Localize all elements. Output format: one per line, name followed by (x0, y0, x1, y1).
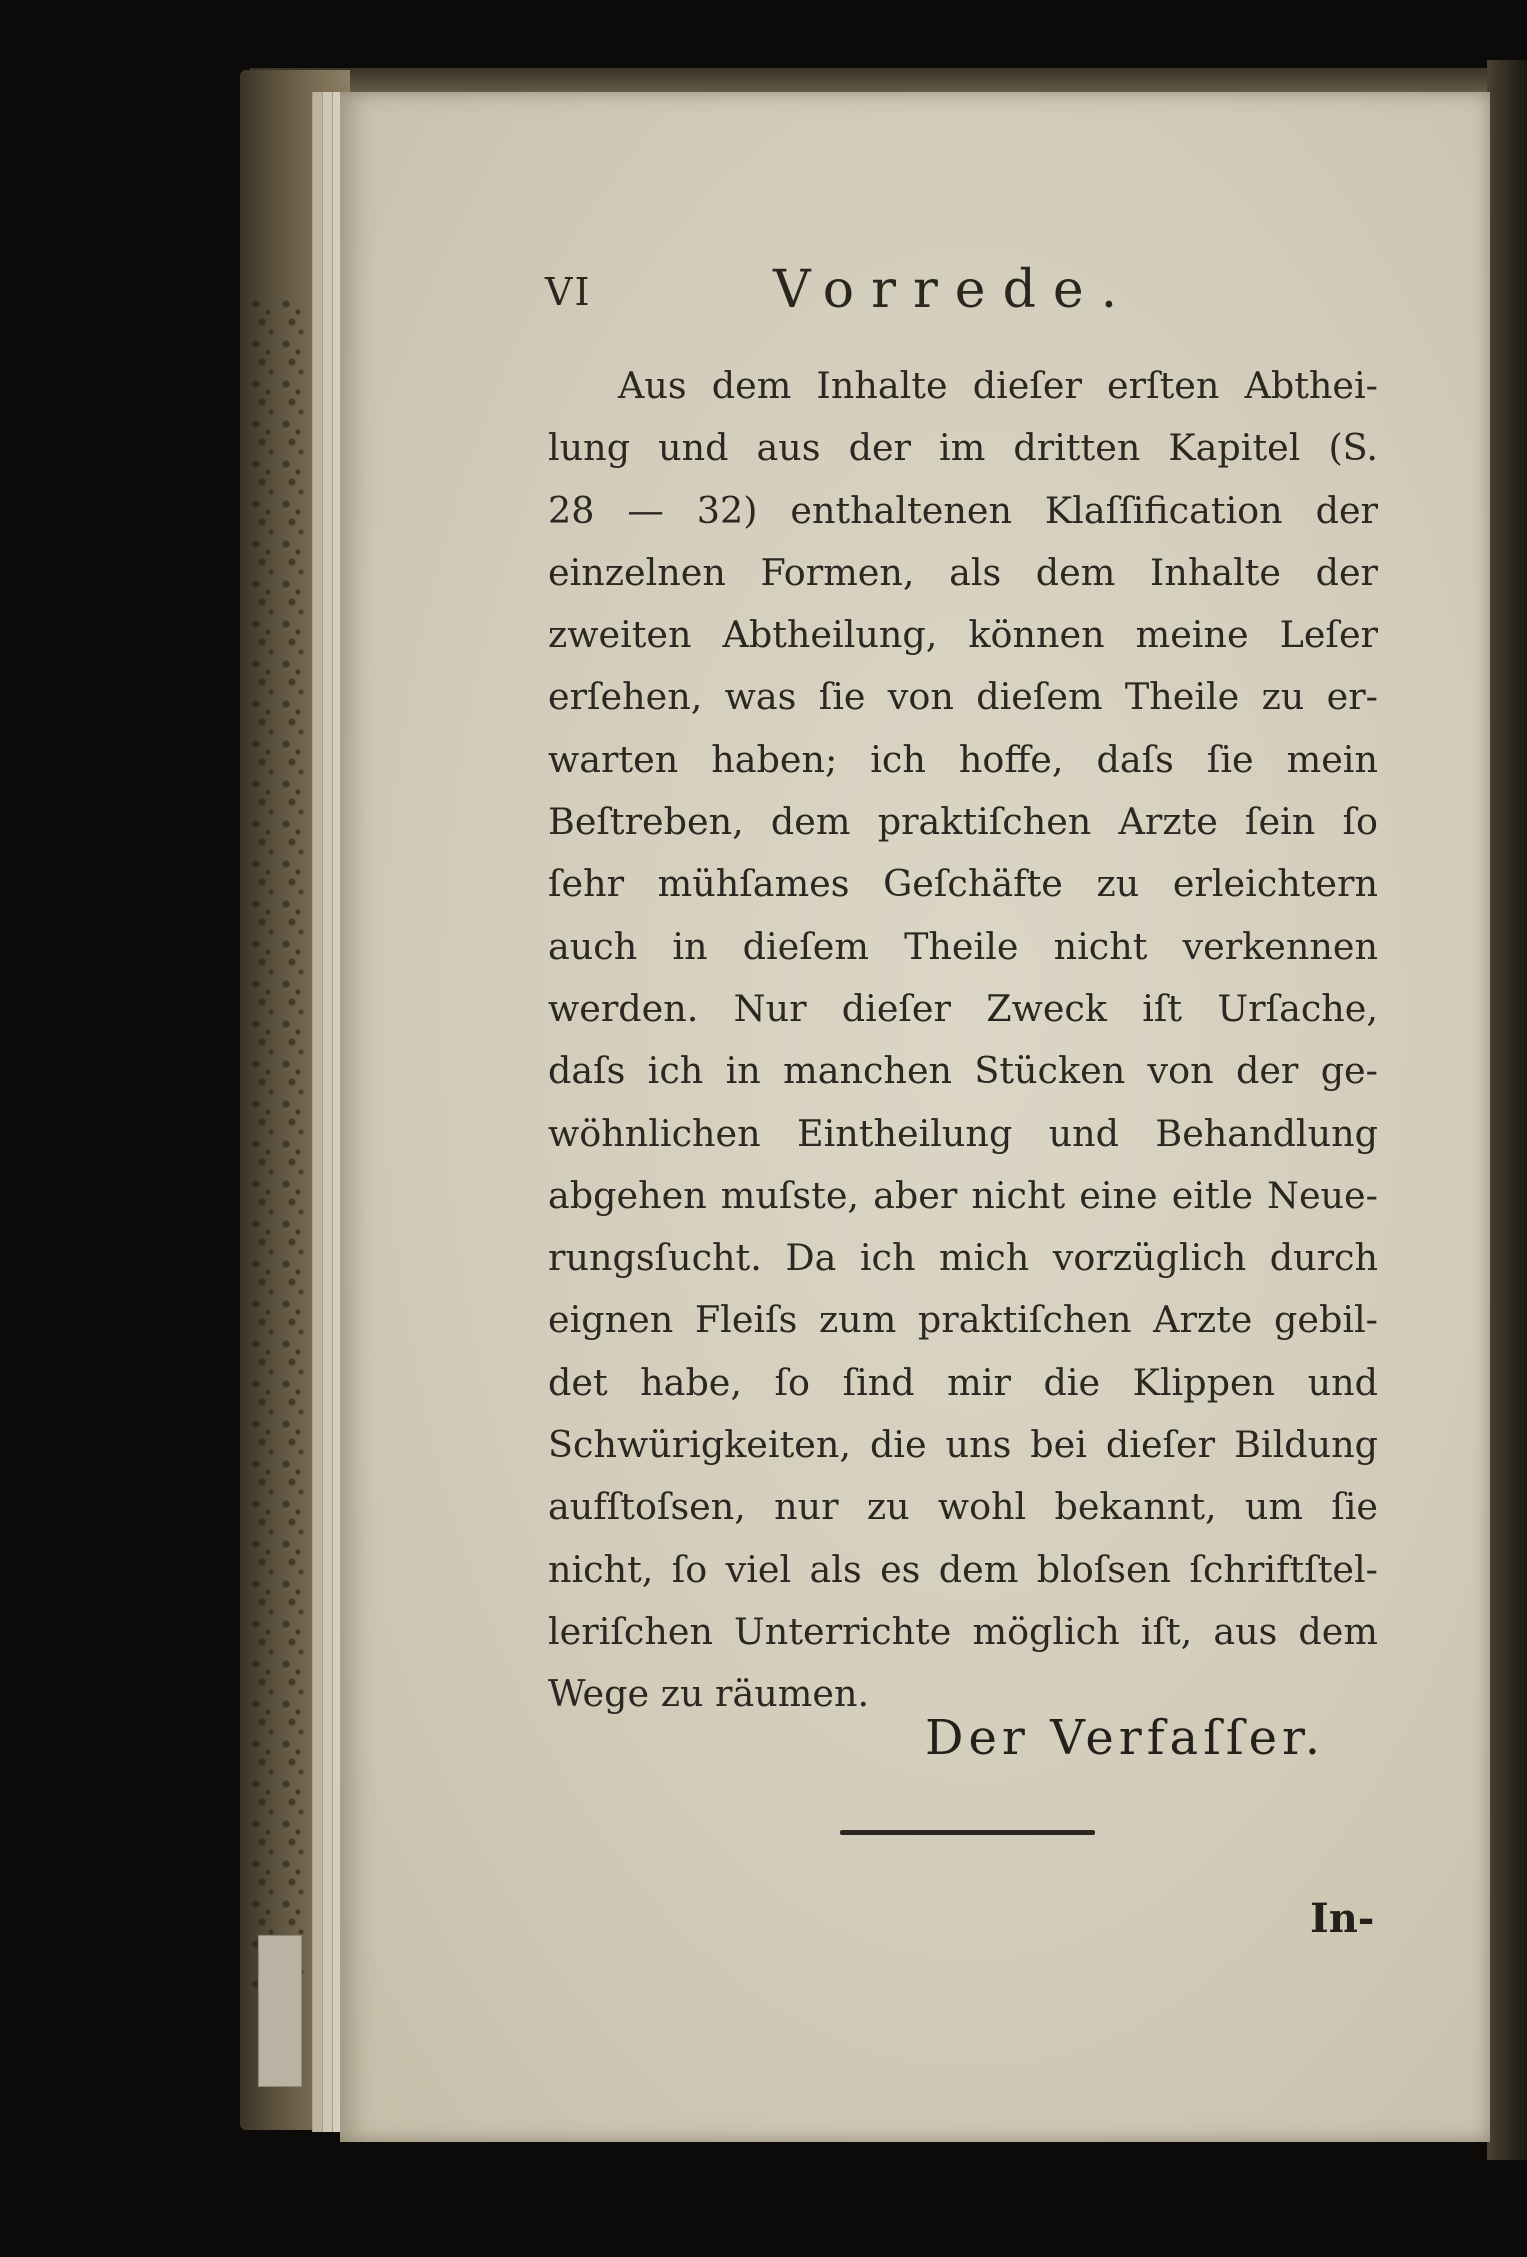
text-line: wöhnlichen Eintheilung und Behandlung (548, 1111, 1378, 1155)
text-line: rungsſucht. Da ich mich vorzüglich durch (548, 1236, 1378, 1280)
text-line: einzelnen Formen, als dem Inhalte der (548, 550, 1378, 594)
text-line: aufſtoſsen, nur zu wohl bekannt, um ſie (548, 1485, 1378, 1529)
text-line: ſehr mühſames Geſchäfte zu erleichtern (548, 862, 1378, 906)
text-line: daſs ich in manchen Stücken von der ge- (548, 1049, 1378, 1093)
text-line: Aus dem Inhalte dieſer erſten Abthei- (618, 364, 1378, 407)
text-line: abgehen muſste, aber nicht eine eitle Neue- (548, 1173, 1378, 1217)
text-line: eignen Fleiſs zum praktiſchen Arzte gebil- (548, 1298, 1378, 1342)
signature: Der Verfaſſer. (925, 1710, 1325, 1766)
book-cover-right (1487, 60, 1527, 2160)
closing-rule (840, 1830, 1095, 1835)
page-number: VI (545, 270, 592, 314)
text-line: 28 — 32) enthaltenen Klaſſification der (548, 488, 1378, 532)
text-line: nicht, ſo viel als es dem bloſsen ſchriftſtel- (548, 1547, 1378, 1591)
catchword: In- (1310, 1895, 1375, 1942)
text-line: erſehen, was ſie von dieſem Theile zu er- (548, 675, 1378, 719)
binding-texture (250, 300, 310, 2000)
binding-label (258, 1935, 302, 2087)
page-header (545, 260, 1385, 330)
text-line: lung und aus der im dritten Kapitel (S. (548, 426, 1378, 470)
text-line: leriſchen Unterrichte möglich iſt, aus dem (548, 1609, 1378, 1653)
text-line: Beſtreben, dem praktiſchen Arzte ſein ſo (548, 800, 1378, 844)
text-line: Schwürigkeiten, die uns bei dieſer Bildung (548, 1423, 1378, 1467)
text-line: det habe, ſo ſind mir die Klippen und (548, 1360, 1378, 1404)
text-line: zweiten Abtheilung, können meine Leſer (548, 613, 1378, 657)
running-head: Vorrede. (773, 260, 1135, 320)
text-line: werden. Nur dieſer Zweck iſt Urſache, (548, 986, 1378, 1030)
body-text (548, 355, 1378, 1726)
text-line: auch in dieſem Theile nicht verkennen (548, 924, 1378, 968)
text-line: warten haben; ich hoffe, daſs ſie mein (548, 737, 1378, 781)
text-line: Wege zu räumen. (548, 1672, 870, 1716)
